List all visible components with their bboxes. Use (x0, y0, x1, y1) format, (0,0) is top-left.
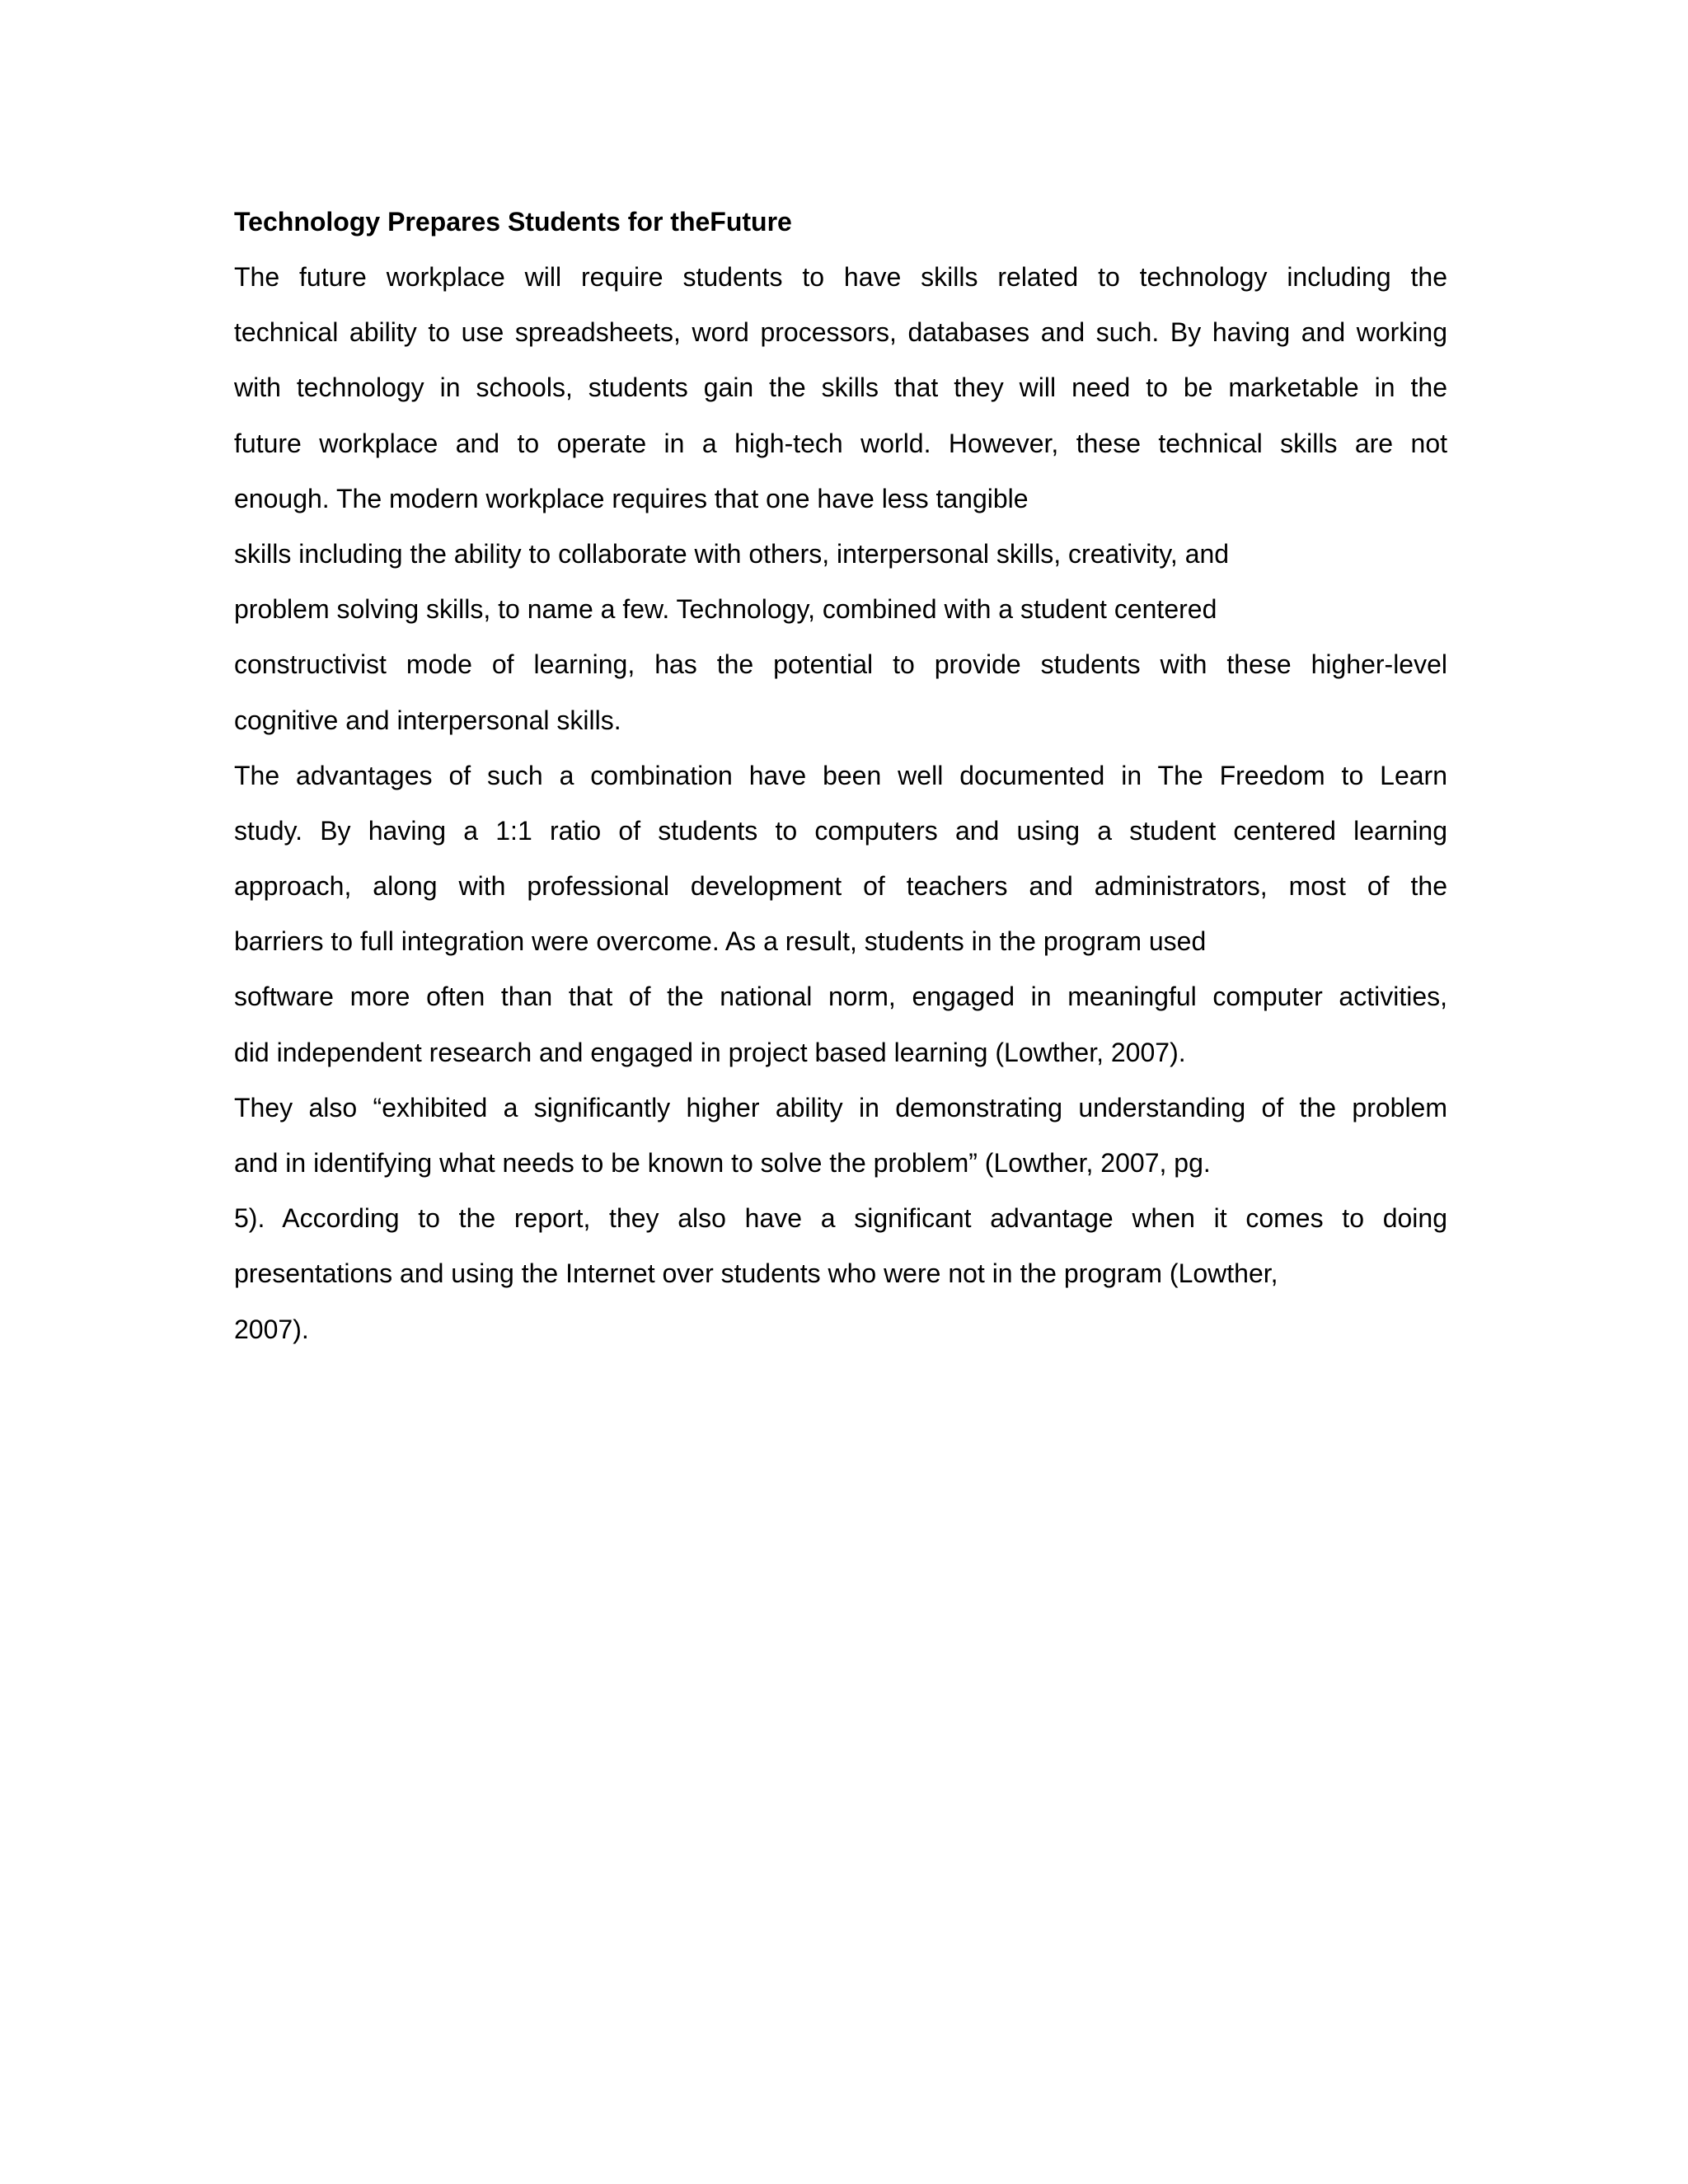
text-line: constructivist mode of learning, has the potential to provide students with these higher-level (234, 649, 1447, 680)
text-line: 5). According to the report, they also have a significant advantage when it comes to doing (234, 1203, 1447, 1234)
text-line: 2007). (234, 1314, 309, 1344)
text-line: They also “exhibited a significantly higher ability in demonstrating understanding of the problem (234, 1092, 1447, 1122)
document-body (234, 194, 1447, 1357)
text-line: barriers to full integration were overcome. As a result, students in the program used (234, 926, 1207, 957)
text-line: future workplace and to operate in a high-tech world. However, these technical skills are not (234, 428, 1447, 458)
text-line: presentations and using the Internet over students who were not in the program (Lowther, (234, 1258, 1278, 1289)
text-line: and in identifying what needs to be known to solve the problem” (Lowther, 2007, pg. (234, 1148, 1211, 1178)
text-line: enough. The modern workplace requires that one have less tangible (234, 483, 1029, 513)
text-line: technical ability to use spreadsheets, word processors, databases and such. By having and working (234, 317, 1447, 348)
text-line: The future workplace will require students to have skills related to technology including the (234, 262, 1447, 292)
text-line: The advantages of such a combination have been well documented in The Freedom to Learn (234, 760, 1447, 790)
text-line: software more often than that of the national norm, engaged in meaningful computer activities, (234, 982, 1447, 1012)
text-line: did independent research and engaged in project based learning (Lowther, 2007). (234, 1037, 1186, 1067)
text-line: problem solving skills, to name a few. Technology, combined with a student centered (234, 594, 1217, 625)
section-heading: Technology Prepares Students for theFuture (234, 207, 792, 237)
text-line: approach, along with professional development of teachers and administrators, most of the (234, 871, 1447, 902)
text-line: with technology in schools, students gain the skills that they will need to be marketable in the (234, 373, 1447, 403)
text-line: skills including the ability to collaborate with others, interpersonal skills, creativity, and (234, 538, 1230, 569)
text-line: study. By having a 1:1 ratio of students to computers and using a student centered learning (234, 815, 1447, 846)
text-line: cognitive and interpersonal skills. (234, 705, 621, 735)
body-text (234, 250, 1447, 1357)
